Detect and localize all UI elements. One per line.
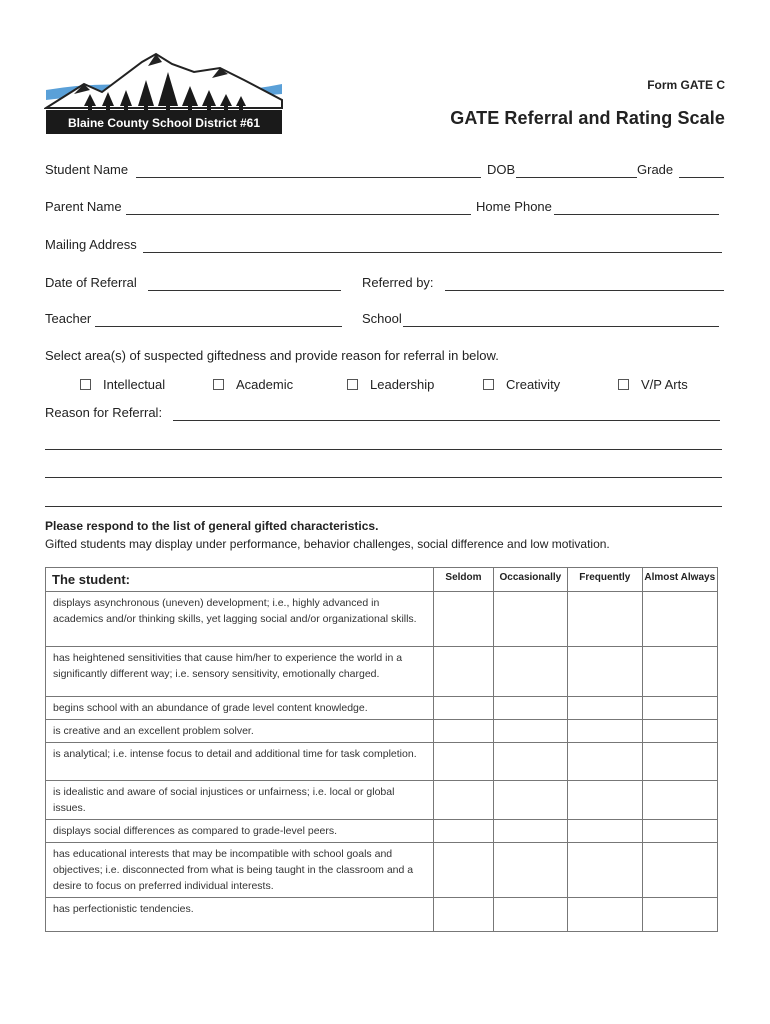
referred-by-field[interactable] <box>445 290 724 291</box>
rating-cell[interactable] <box>568 820 642 843</box>
checkbox-icon[interactable] <box>347 379 358 390</box>
rating-cell[interactable] <box>434 720 493 743</box>
checkbox-leadership[interactable] <box>347 377 434 392</box>
rating-cell[interactable] <box>642 743 717 781</box>
grade-label: Grade <box>637 162 674 177</box>
table-row <box>46 820 718 843</box>
home-phone-field[interactable] <box>554 214 719 215</box>
mailing-address-label: Mailing Address <box>45 237 137 252</box>
district-logo <box>44 50 284 136</box>
rating-cell[interactable] <box>493 720 567 743</box>
rating-cell[interactable] <box>434 843 493 898</box>
characteristic-text: has heightened sensitivities that cause him/her to experience the world in a significantly different way; i.e. sensory sensitivity, emotionally charged. <box>46 647 434 697</box>
column-header: Frequently <box>568 568 642 592</box>
dob-label: DOB <box>487 162 516 177</box>
checkbox-icon[interactable] <box>213 379 224 390</box>
characteristic-text: is analytical; i.e. intense focus to detail and additional time for task completion. <box>46 743 434 781</box>
table-lead: The student: <box>46 568 434 592</box>
characteristic-text: displays social differences as compared to grade-level peers. <box>46 820 434 843</box>
checkbox-label: Creativity <box>506 377 561 392</box>
rating-cell[interactable] <box>642 592 717 647</box>
rating-cell[interactable] <box>493 697 567 720</box>
rating-cell[interactable] <box>568 743 642 781</box>
school-label: School <box>362 311 402 326</box>
table-row <box>46 720 718 743</box>
rating-cell[interactable] <box>434 697 493 720</box>
characteristics-subheading: Gifted students may display under performance, behavior challenges, social difference and low motivation. <box>45 537 610 551</box>
rating-cell[interactable] <box>642 898 717 932</box>
reason-label: Reason for Referral: <box>45 405 163 420</box>
page-title: GATE Referral and Rating Scale <box>450 108 725 128</box>
date-of-referral-label: Date of Referral <box>45 275 137 290</box>
table-row <box>46 647 718 697</box>
rating-cell[interactable] <box>434 743 493 781</box>
rating-cell[interactable] <box>434 898 493 932</box>
checkbox-icon[interactable] <box>483 379 494 390</box>
characteristic-text: has perfectionistic tendencies. <box>46 898 434 932</box>
rating-cell[interactable] <box>642 820 717 843</box>
rating-cell[interactable] <box>434 820 493 843</box>
parent-name-label: Parent Name <box>45 199 122 214</box>
rating-cell[interactable] <box>568 843 642 898</box>
rating-cell[interactable] <box>568 697 642 720</box>
mailing-address-field[interactable] <box>143 252 722 253</box>
checkbox-label: V/P Arts <box>641 377 688 392</box>
checkbox-vp-arts[interactable] <box>618 377 688 392</box>
rating-cell[interactable] <box>493 647 567 697</box>
rating-cell[interactable] <box>434 781 493 820</box>
rating-cell[interactable] <box>568 592 642 647</box>
rating-cell[interactable] <box>568 781 642 820</box>
rating-cell[interactable] <box>642 843 717 898</box>
rating-table <box>45 567 718 932</box>
rating-cell[interactable] <box>568 647 642 697</box>
dob-field[interactable] <box>516 177 637 178</box>
characteristic-text: is creative and an excellent problem solver. <box>46 720 434 743</box>
rating-cell[interactable] <box>493 592 567 647</box>
rating-cell[interactable] <box>642 697 717 720</box>
reason-line[interactable] <box>45 506 722 507</box>
table-row <box>46 743 718 781</box>
district-name: Blaine County School District #61 <box>67 116 261 130</box>
rating-cell[interactable] <box>493 843 567 898</box>
checkbox-intellectual[interactable] <box>80 377 165 392</box>
home-phone-label: Home Phone <box>476 199 552 214</box>
rating-cell[interactable] <box>434 647 493 697</box>
checkbox-academic[interactable] <box>213 377 293 392</box>
checkbox-creativity[interactable] <box>483 377 560 392</box>
rating-cell[interactable] <box>493 781 567 820</box>
grade-field[interactable] <box>679 177 724 178</box>
column-header: Seldom <box>434 568 493 592</box>
reason-line[interactable] <box>45 449 722 450</box>
reason-line[interactable] <box>45 477 722 478</box>
characteristic-text: begins school with an abundance of grade level content knowledge. <box>46 697 434 720</box>
rating-cell[interactable] <box>568 898 642 932</box>
checkbox-icon[interactable] <box>618 379 629 390</box>
rating-cell[interactable] <box>568 720 642 743</box>
rating-cell[interactable] <box>642 647 717 697</box>
checkbox-icon[interactable] <box>80 379 91 390</box>
table-header-row <box>46 568 718 592</box>
rating-cell[interactable] <box>493 898 567 932</box>
rating-cell[interactable] <box>493 743 567 781</box>
rating-cell[interactable] <box>642 720 717 743</box>
reason-field[interactable] <box>173 420 720 421</box>
rating-cell[interactable] <box>434 592 493 647</box>
parent-name-field[interactable] <box>126 214 471 215</box>
form-code: Form GATE C <box>647 78 725 92</box>
student-name-field[interactable] <box>136 177 481 178</box>
teacher-field[interactable] <box>95 326 342 327</box>
rating-cell[interactable] <box>493 820 567 843</box>
areas-prompt: Select area(s) of suspected giftedness and provide reason for referral in below. <box>45 348 499 363</box>
checkbox-label: Leadership <box>370 377 435 392</box>
table-row <box>46 898 718 932</box>
characteristic-text: displays asynchronous (uneven) development; i.e., highly advanced in academics and/or thinking skills, yet lagging social and/or organizational skills. <box>46 592 434 647</box>
checkbox-label: Academic <box>236 377 294 392</box>
teacher-label: Teacher <box>45 311 92 326</box>
school-field[interactable] <box>403 326 719 327</box>
table-row <box>46 592 718 647</box>
table-row <box>46 697 718 720</box>
student-name-label: Student Name <box>45 162 129 177</box>
checkbox-label: Intellectual <box>103 377 166 392</box>
date-of-referral-field[interactable] <box>148 290 341 291</box>
table-row <box>46 843 718 898</box>
table-row <box>46 781 718 820</box>
characteristic-text: is idealistic and aware of social injustices or unfairness; i.e. local or global issues. <box>46 781 434 820</box>
rating-cell[interactable] <box>642 781 717 820</box>
column-header: Occasionally <box>493 568 567 592</box>
characteristics-heading: Please respond to the list of general gifted characteristics. <box>45 519 379 533</box>
column-header: Almost Always <box>642 568 717 592</box>
referred-by-label: Referred by: <box>362 275 434 290</box>
characteristic-text: has educational interests that may be incompatible with school goals and objectives; i.e. disconnected from what is being taught in the classroom and a desire to focus on preferred individual interests. <box>46 843 434 898</box>
